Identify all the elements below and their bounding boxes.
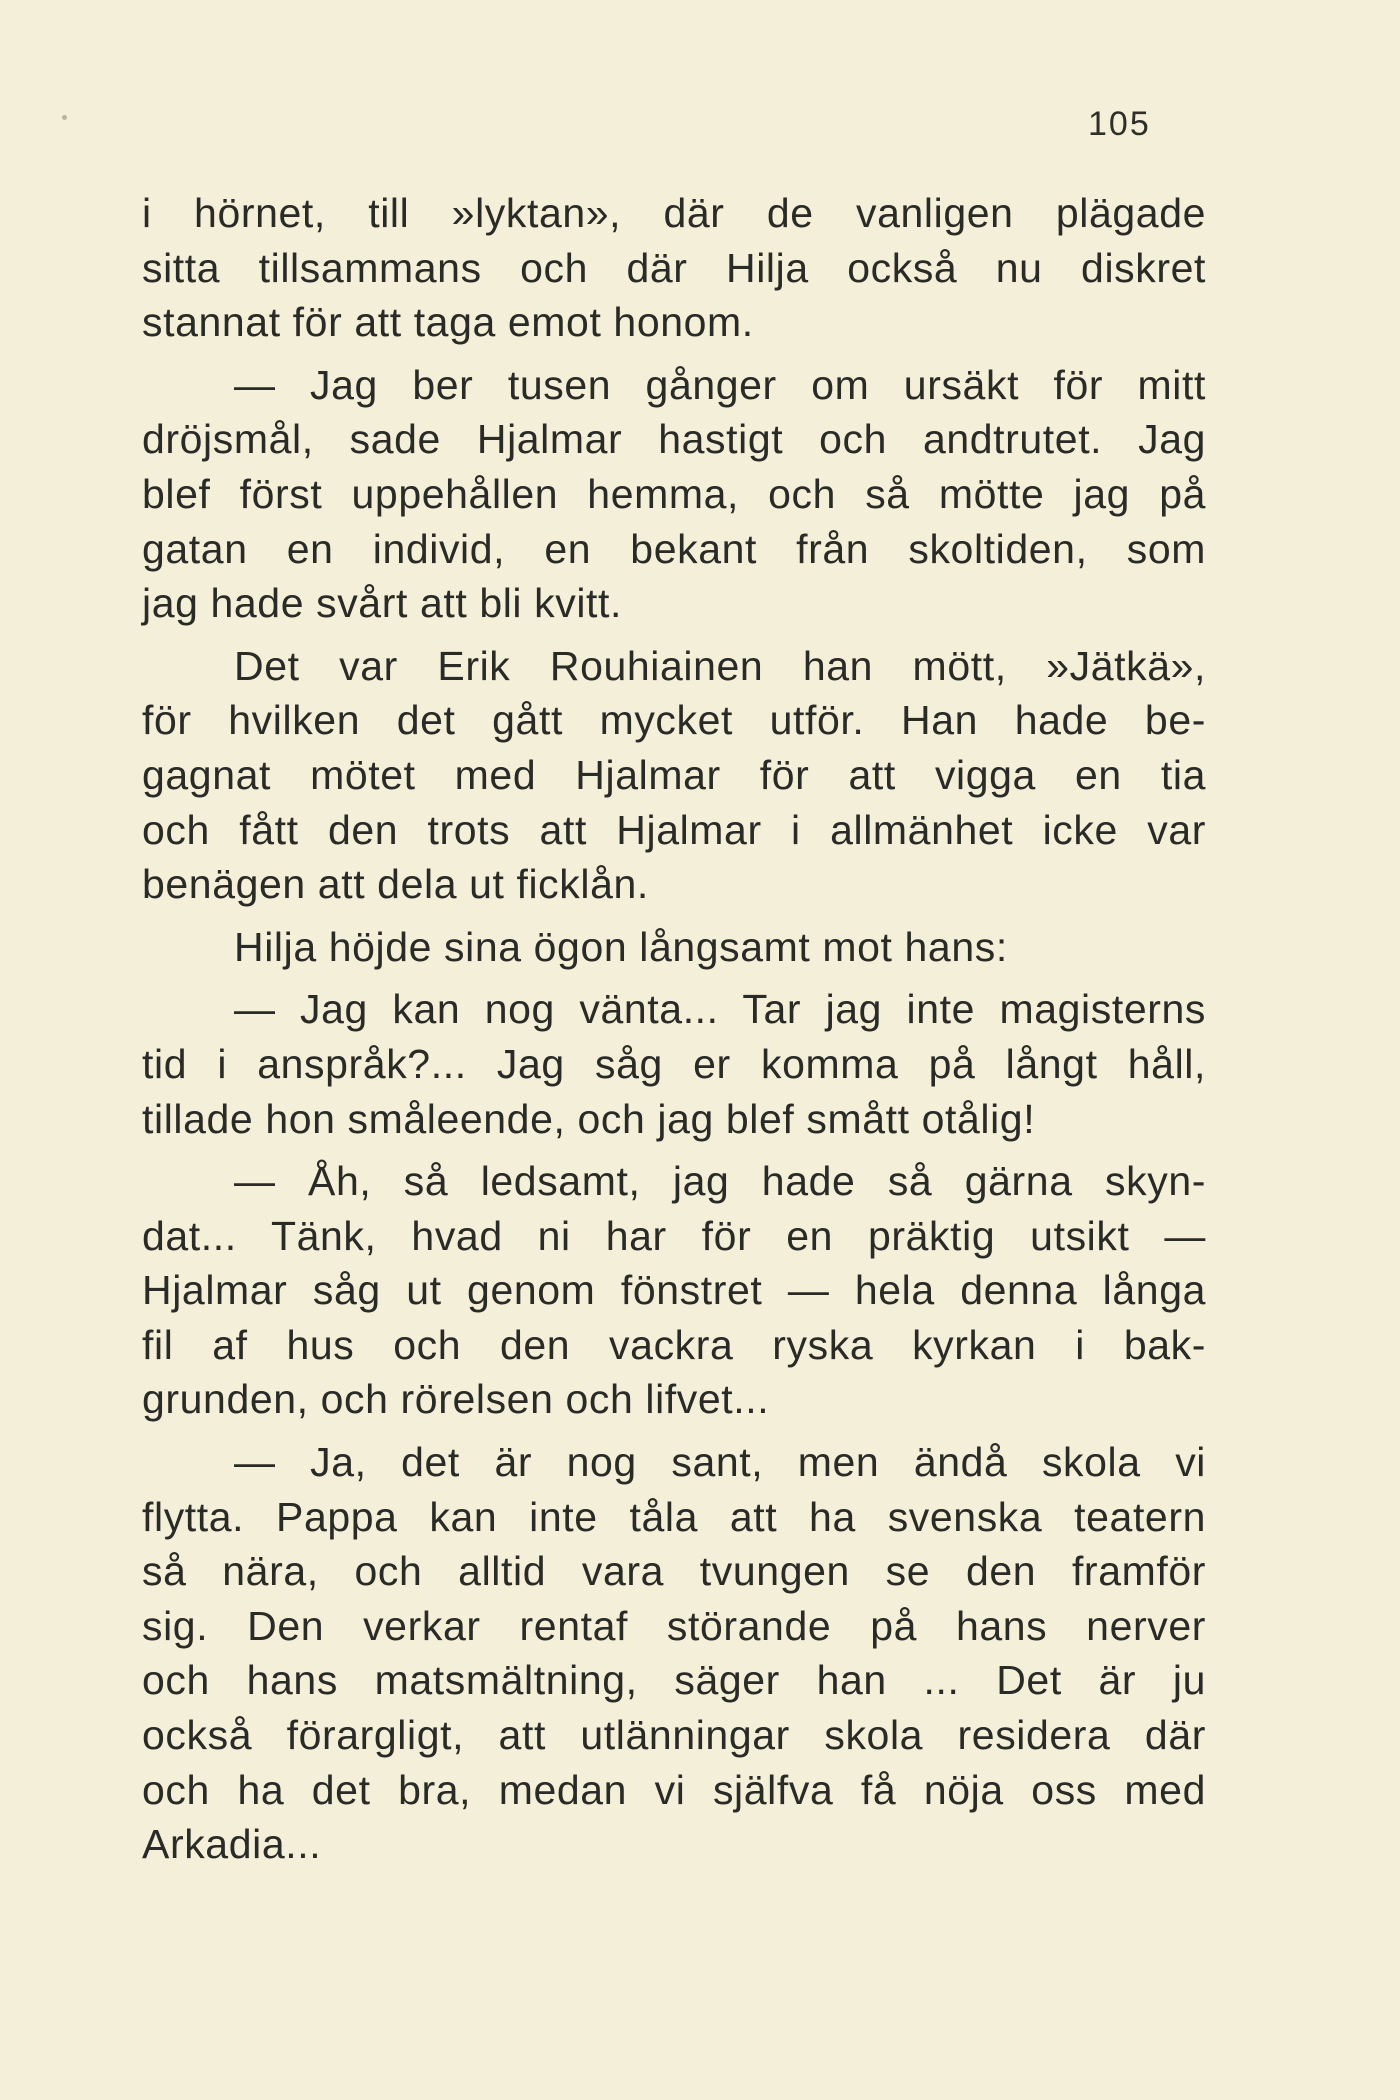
paragraph (142, 186, 1206, 350)
text-line: fil af hus och den vackra ryska kyrkan i bak- (142, 1321, 1206, 1368)
text-line: också förargligt, att utlänningar skola residera där (142, 1712, 1206, 1759)
text-line: gatan en individ, en bekant från skoltiden, som (142, 525, 1206, 572)
text-line: sig. Den verkar rentaf störande på hans nerver (142, 1602, 1206, 1649)
text-line: sitta tillsammans och där Hilja också nu diskret (142, 244, 1206, 291)
text-line: dröjsmål, sade Hjalmar hastigt och andtrutet. Jag (142, 416, 1206, 463)
text-line: gagnat mötet med Hjalmar för att vigga en tia (142, 751, 1206, 798)
text-line: så nära, och alltid vara tvungen se den framför (142, 1548, 1206, 1595)
text-line: Arkadia... (142, 1821, 322, 1868)
text-line: tillade hon småleende, och jag blef smått otålig! (142, 1095, 1036, 1142)
paper-speck (62, 115, 67, 120)
text-line: — Ja, det är nog sant, men ändå skola vi (234, 1439, 1206, 1486)
text-line: jag hade svårt att bli kvitt. (142, 580, 623, 627)
paragraph (142, 358, 1206, 631)
text-line: dat... Tänk, hvad ni har för en präktig utsikt — (142, 1212, 1206, 1259)
text-line: och ha det bra, medan vi själfva få nöja oss med (142, 1766, 1206, 1813)
text-line: flytta. Pappa kan inte tåla att ha svenska teatern (142, 1493, 1206, 1540)
text-line: Det var Erik Rouhiainen han mött, »Jätkä», (234, 642, 1206, 689)
text-line: Hilja höjde sina ögon långsamt mot hans: (234, 923, 1008, 970)
text-line: för hvilken det gått mycket utför. Han hade be- (142, 697, 1206, 744)
text-line: blef först uppehållen hemma, och så mötte jag på (142, 470, 1206, 517)
paragraph (142, 1154, 1206, 1427)
paragraph (142, 982, 1206, 1146)
body-text (142, 186, 1206, 1872)
text-line: Hjalmar såg ut genom fönstret — hela denna långa (142, 1267, 1206, 1314)
text-line: grunden, och rörelsen och lifvet... (142, 1376, 770, 1423)
page-number: 105 (1088, 105, 1151, 143)
text-line: stannat för att taga emot honom. (142, 299, 754, 346)
text-line: — Jag ber tusen gånger om ursäkt för mitt (234, 361, 1206, 408)
paragraph (142, 1435, 1206, 1872)
text-line: — Jag kan nog vänta... Tar jag inte magisterns (234, 986, 1206, 1033)
text-line: i hörnet, till »lyktan», där de vanligen plägade (142, 190, 1206, 236)
paragraph (142, 639, 1206, 912)
text-line: benägen att dela ut ficklån. (142, 861, 649, 908)
paragraph (142, 920, 1206, 975)
text-line: och hans matsmältning, säger han ... Det är ju (142, 1657, 1206, 1704)
text-line: — Åh, så ledsamt, jag hade så gärna skyn- (234, 1158, 1206, 1205)
text-line: och fått den trots att Hjalmar i allmänhet icke var (142, 806, 1206, 853)
text-line: tid i anspråk?... Jag såg er komma på långt håll, (142, 1040, 1206, 1087)
